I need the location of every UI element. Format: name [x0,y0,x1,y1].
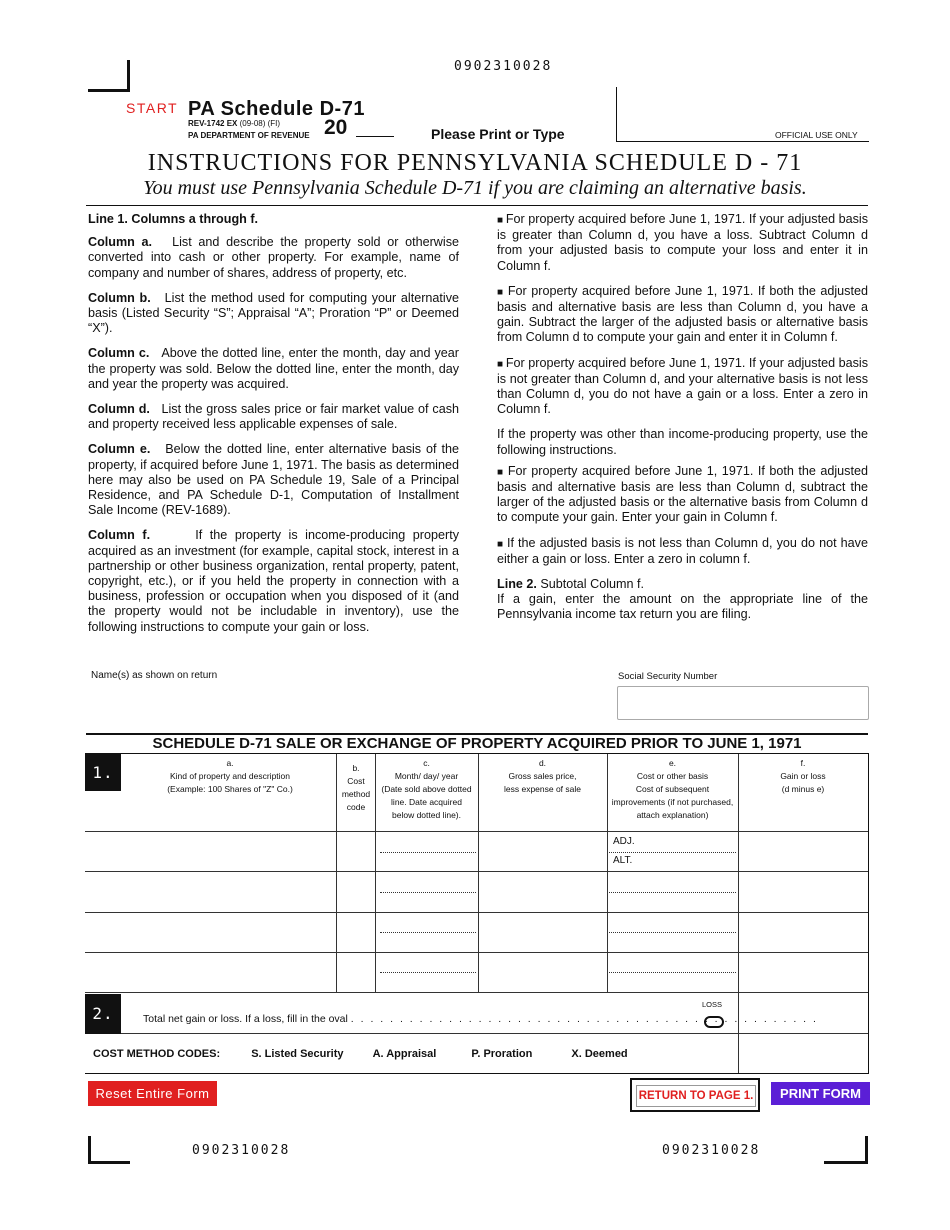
col-a-label: Column a. [88,235,153,250]
col-e-header: e. Cost or other basis Cost of subsequent improvements (if not purchased, attach explanation) [611,758,734,820]
form-revision [188,119,280,128]
row-1-adj-label: ADJ. [613,836,635,847]
row-3-gain-loss-input[interactable] [741,915,865,950]
row-4-description-input[interactable] [87,955,333,990]
loss-oval[interactable] [704,1016,724,1028]
code-a: A. Appraisal [372,1048,437,1060]
row-line [85,1033,868,1034]
bullet-3: ■ For property acquired before June 1, 1971. If your adjusted basis is not greater than Column d, and your alternative basis is not less than Column d, you do not have a gain or a loss. Enter a zero in Column f. [497,356,868,418]
cost-method-codes [93,1048,628,1060]
col-b-instruction [88,291,459,337]
line2-badge: 2. [85,994,121,1034]
barcode-number-top: 0902310028 [454,59,553,74]
col-c-header: c. Month/ day/ year (Date sold above dotted line. Date acquired below dotted line). [381,758,472,820]
row-1-sold-date-input[interactable] [379,834,475,851]
codes-label: COST METHOD CODES: [93,1048,221,1060]
row-1-basis-dotted-line [609,852,736,853]
total-leader-dots: . . . . . . . . . . . . . . . . . . . . . . . . . . . . . . . . . . . . . . . . . . . . . . . . [350,1013,818,1025]
line2-title: Subtotal Column f. [540,577,644,592]
row-4-basis-input[interactable] [611,955,735,990]
schedule-title: SCHEDULE D-71 SALE OR EXCHANGE OF PROPERTY ACQUIRED PRIOR TO JUNE 1, 1971 [152,735,802,752]
official-use-label: OFFICIAL USE ONLY [775,130,858,140]
instructions-right-column [497,212,868,623]
row-4-gain-loss-input[interactable] [741,955,865,990]
tax-year-input[interactable] [356,136,394,137]
tax-year-prefix: 20 [324,116,348,139]
print-note: Please Print or Type [431,126,565,142]
bullet-4: ■ For property acquired before June 1, 1971. If both the adjusted basis and alternative basis are less than Column d, subtract the larger of the adjusted basis or the alternative basis from Column d to compute your gain. Enter your gain in Column f. [497,464,868,526]
other-property-note: If the property was other than income-producing property, use the following instructions. [497,427,868,457]
bullet-1: ■ For property acquired before June 1, 1971. If your adjusted basis is greater than Column d, you have a loss. Subtract Column d from your adjusted basis to compute your loss and enter it in Column f. [497,212,868,274]
row-3-basis-input[interactable] [611,915,735,950]
line1-heading: Line 1. Columns a through f. [88,212,259,226]
col-c-text: Above the dotted line, enter the month, day and year the property was sold. Below the dotted line, enter the month, day and year the property was acquired. [88,346,460,391]
row-4-sales-price-input[interactable] [481,955,605,990]
row-1-sales-price-input[interactable] [481,834,605,869]
col-f-text: If the property is income-producing property acquired as an investment (for example, capital stock, interest in a partnership or other business organization, rental property, patent, copyright, etc.), or if you held the property in connection with a business, profession or occupation when you disposed of it (and the property would not be includable in inventory), use the following instructions to compute your gain or loss. [88,528,460,634]
start-marker: START [126,100,179,116]
ssn-input[interactable] [617,686,869,720]
department-name: PA DEPARTMENT OF REVENUE [188,131,310,140]
row-line [85,992,868,993]
row-1-alt-label: ALT. [613,855,633,866]
row-3-date-input[interactable] [379,915,475,950]
col-f-header: f. Gain or loss (d minus e) [780,758,826,794]
col-divider [738,754,739,1073]
col-d-instruction [88,402,459,432]
row-3-sales-price-input[interactable] [481,915,605,950]
bullet-2: ■ For property acquired before June 1, 1971. If both the adjusted basis and alternative basis are less than Column d, you have a gain. Subtract the larger of the adjusted basis or alternative basis from Column d to compute your gain and enter it in Column f. [497,284,868,346]
row-3-code-input[interactable] [339,915,373,950]
col-c-label: Column c. [88,346,150,361]
return-button-label: RETURN TO PAGE 1. [636,1085,756,1107]
title-rule [86,205,868,206]
row-line [85,952,868,953]
row-4-date-input[interactable] [379,955,475,990]
row-line [85,831,868,832]
line2-label: Line 2. [497,577,537,592]
form-title: PA Schedule D-71 [188,98,365,120]
code-x: X. Deemed [571,1048,628,1060]
row-1-description-input[interactable] [87,834,333,869]
row-2-basis-input[interactable] [611,874,735,909]
col-b-label: Column b. [88,290,151,305]
col-f-instruction [88,528,459,634]
row-1-alt-input[interactable] [641,854,735,870]
col-a-text: List and describe the property sold or otherwise converted into cash or other property. For example, name of company and number of shares, address of property, etc. [88,235,459,280]
col-e-label: Column e. [88,442,151,457]
names-label: Name(s) as shown on return [91,670,218,681]
col-e-instruction [88,442,459,518]
row-4-code-input[interactable] [339,955,373,990]
col-d-label: Column d. [88,402,150,417]
col-b-header: b. Cost method code [341,763,371,812]
corner-mark-top-left [88,60,130,92]
col-b-text: List the method used for computing your alternative basis (Listed Security “S”; Appraisal “A”; Proration “P” or Deemed “X”). [88,290,459,336]
row-line [85,912,868,913]
barcode-number-bottom-left: 0902310028 [192,1143,291,1158]
line2-text: If a gain, enter the amount on the appropriate line of the Pennsylvania income tax return you are filing. [497,592,868,622]
instructions-title: INSTRUCTIONS FOR PENNSYLVANIA SCHEDULE D - 71 [147,150,803,176]
row-1-adj-input[interactable] [641,834,735,851]
row-1-acquired-date-input[interactable] [379,854,475,870]
instructions-subtitle: You must use Pennsylvania Schedule D-71 if you are claiming an alternative basis. [143,177,807,199]
row-2-sales-price-input[interactable] [481,874,605,909]
row-2-gain-loss-input[interactable] [741,874,865,909]
loss-label: LOSS [702,1000,723,1009]
row-1-date-dotted-line [380,852,476,853]
barcode-number-bottom-right: 0902310028 [662,1143,761,1158]
col-a-header: a. Kind of property and description (Example: 100 Shares of "Z" Co.) [167,758,293,794]
corner-mark-bottom-right [824,1136,868,1164]
corner-mark-bottom-left [88,1136,130,1164]
line1-badge: 1. [85,754,121,791]
row-2-description-input[interactable] [87,874,333,909]
row-line [85,871,868,872]
row-3-description-input[interactable] [87,915,333,950]
rev-number: REV-1742 EX [188,119,238,128]
tax-year [324,116,347,140]
rev-date: (09-08) (FI) [239,119,281,128]
total-label: Total net gain or loss. If a loss, fill in the oval . . . . . . . . . . . . . . . . . . . . . . . . . . . . . . . . . . . . . . . . . . . . . . . . [143,1013,818,1025]
row-1-gain-loss-input[interactable] [741,834,865,869]
col-a-instruction [88,235,459,281]
ssn-label: Social Security Number [618,671,718,682]
col-e-text: Below the dotted line, enter alternative basis of the property, if acquired before June 1, 1971. The basis as determined here may also be used on PA Schedule 19, Sale of a Principal Residence, and PA Schedule D-1, Computation of Installment Sale Income (REV-1689). [88,442,460,518]
row-2-date-input[interactable] [379,874,475,909]
print-form-button[interactable]: PRINT FORM [771,1082,870,1105]
col-d-text: List the gross sales price or fair market value of cash and property received less applicable expenses of sale. [88,402,460,432]
reset-form-button[interactable]: Reset Entire Form [88,1081,217,1106]
code-s: S. Listed Security [251,1048,344,1060]
instructions-left-column [88,212,459,645]
col-f-label: Column f. [88,528,151,543]
total-gain-loss-input[interactable] [741,995,865,1031]
col-d-header: d. Gross sales price, less expense of sale [503,758,582,794]
row-1-code-input[interactable] [339,834,373,869]
return-to-page1-button[interactable] [630,1078,760,1112]
col-c-instruction [88,346,459,392]
row-2-code-input[interactable] [339,874,373,909]
line2-instruction [497,577,868,623]
schedule-table [85,753,869,1074]
bullet-5: ■ If the adjusted basis is not less than Column d, you do not have either a gain or loss. Enter a zero in column f. [497,536,868,567]
code-p: P. Proration [471,1048,533,1060]
names-input[interactable] [88,684,608,718]
